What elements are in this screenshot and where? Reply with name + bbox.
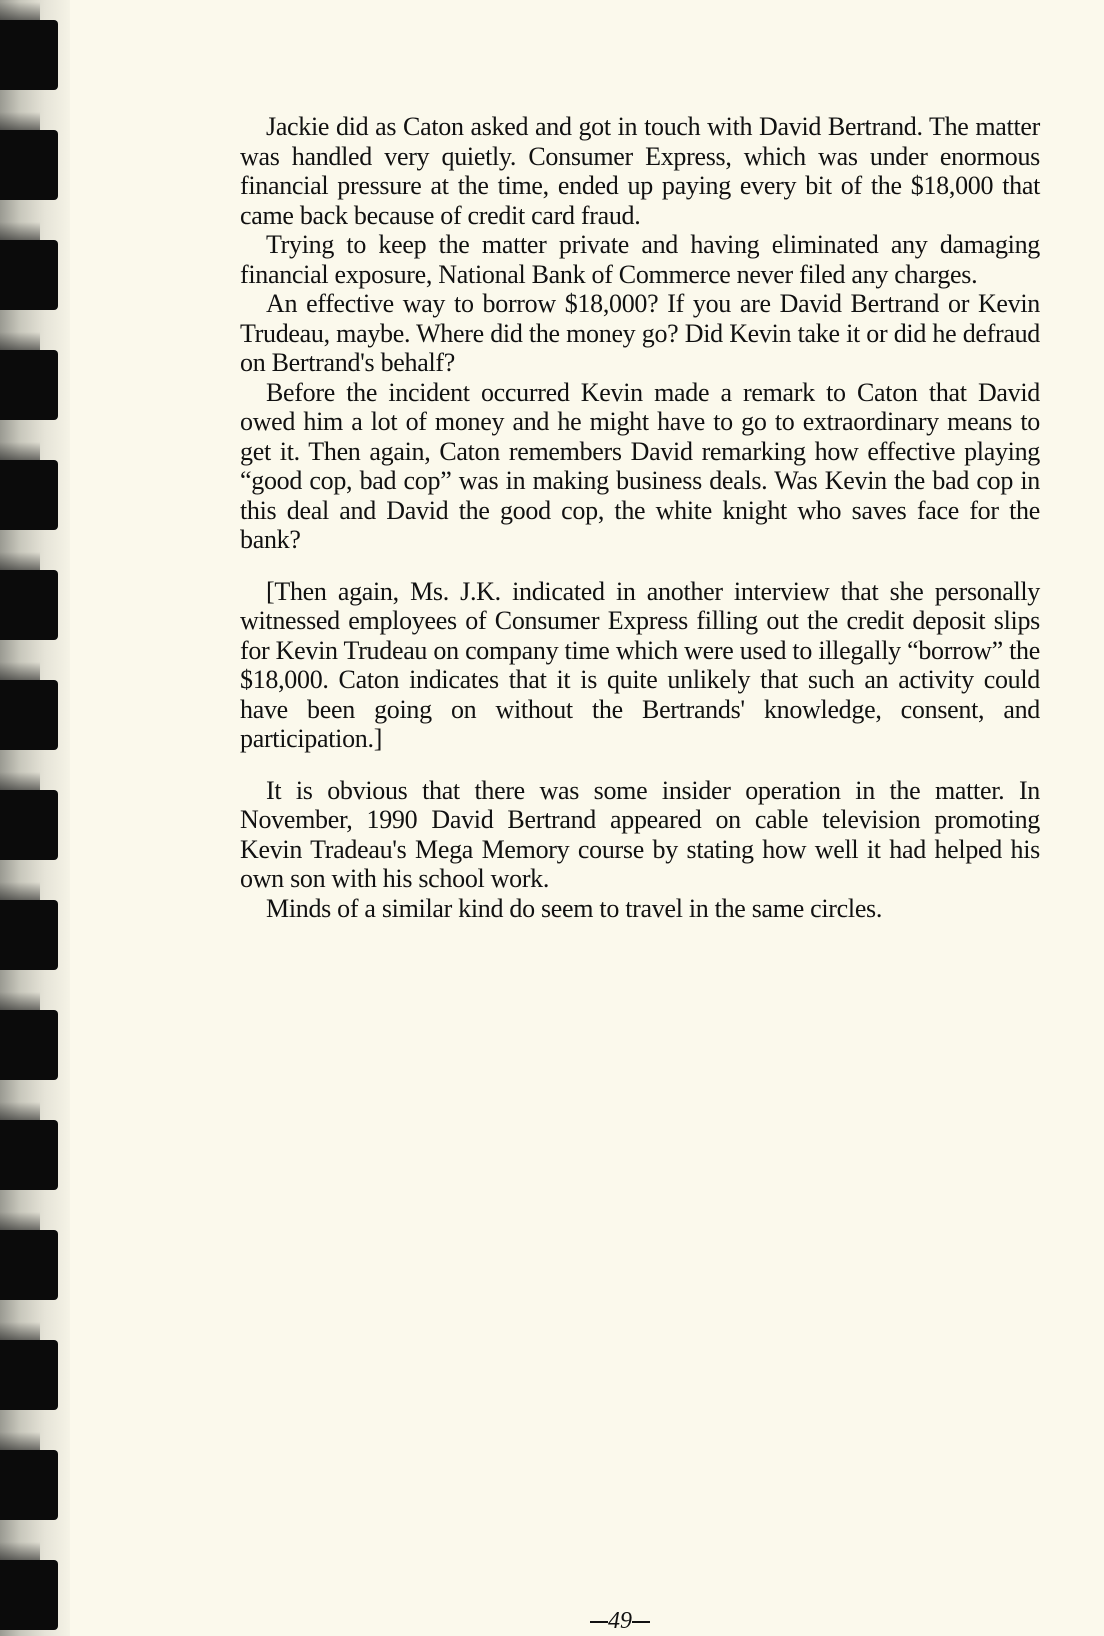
binding-ring [0, 1560, 58, 1630]
paragraph: It is obvious that there was some insider operation in the matter. In November, 1990 David Bertrand appeared on cable television promoting Kevin Tradeau's Mega Memory course by stating how well it had helped his own son with his school work. [240, 775, 1040, 893]
binding-ring [0, 1010, 58, 1080]
paragraph: Trying to keep the matter private and having eliminated any damaging financial exposure, National Bank of Commerce never filed any charges. [240, 230, 1040, 289]
binding-ring [0, 680, 58, 750]
binding-ring [0, 900, 58, 970]
binding-ring [0, 790, 58, 860]
binding-ring [0, 1450, 58, 1520]
binding-ring [0, 130, 58, 200]
paragraph: Before the incident occurred Kevin made a remark to Caton that David owed him a lot of money and he might have to go to extraordinary means to get it. Then again, Caton remembers David remarking how effective playing “good cop, bad cop” was in making business deals. Was Kevin the bad cop in this deal and David the good cop, the white knight who saves face for the bank? [240, 377, 1040, 554]
body-text [240, 112, 1040, 923]
binding-ring [0, 240, 58, 310]
paragraph: Minds of a similar kind do seem to travel in the same circles. [266, 893, 883, 923]
binding-ring [0, 1120, 58, 1190]
spiral-binding [0, 0, 70, 1636]
paragraph: Jackie did as Caton asked and got in touch with David Bertrand. The matter was handled very quietly. Consumer Express, which was under enormous financial pressure at the time, ended up paying every bit of the $18,000 that came back because of credit card fraud. [240, 112, 1040, 230]
binding-ring [0, 1340, 58, 1410]
page-number-text: 49 [608, 1608, 632, 1634]
paragraph: An effective way to borrow $18,000? If you are David Bertrand or Kevin Trudeau, maybe. Where did the money go? Did Kevin take it or did he defraud on Bertrand's behalf? [240, 289, 1040, 377]
binding-ring [0, 1230, 58, 1300]
page-number [590, 1608, 650, 1635]
paragraph: [Then again, Ms. J.K. indicated in another interview that she personally witnessed employees of Consumer Express filling out the credit deposit slips for Kevin Trudeau on company time which were used to illegally “borrow” the $18,000. Caton indicates that it is quite unlikely that such an activity could have been going on without the Bertrands' knowledge, consent, and participation.] [240, 576, 1040, 753]
binding-ring [0, 570, 58, 640]
binding-ring [0, 20, 58, 90]
binding-ring [0, 460, 58, 530]
binding-ring [0, 350, 58, 420]
